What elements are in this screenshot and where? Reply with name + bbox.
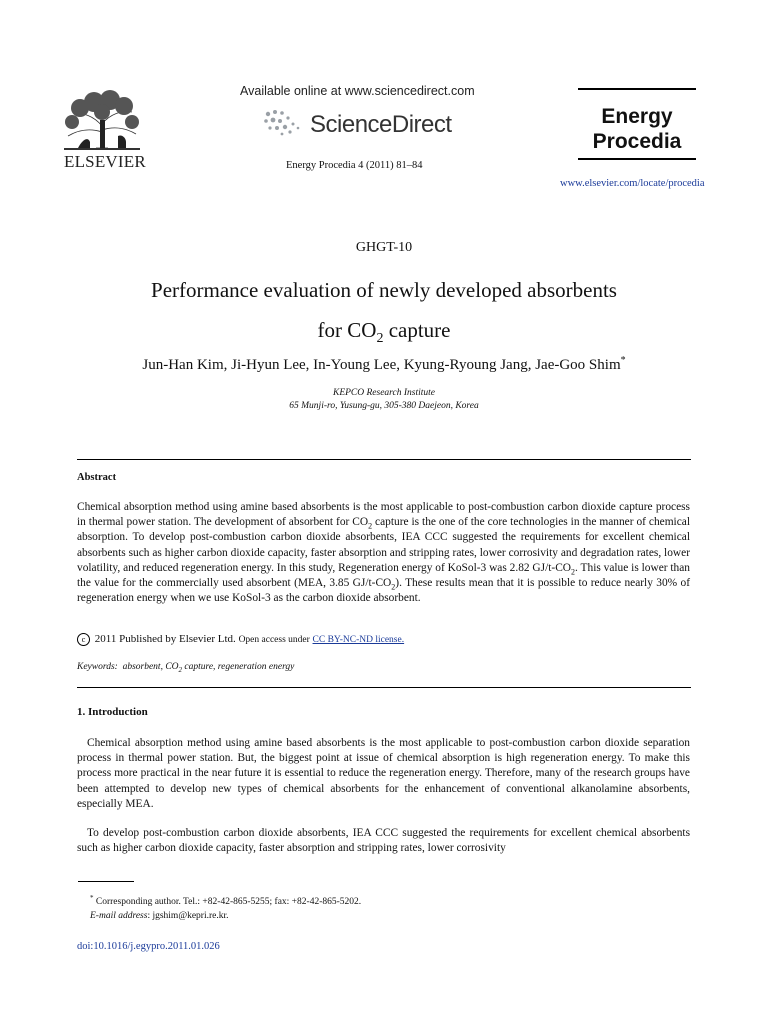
authors-text: Jun-Han Kim, Ji-Hyun Lee, In-Young Lee, Kyung-Ryoung Jang, Jae-Goo Shim <box>142 357 621 373</box>
open-access-text: Open access under <box>238 635 310 645</box>
keywords-subscript: 2 <box>178 665 183 674</box>
introduction-paragraph-1 <box>77 736 690 812</box>
copyright-icon: c <box>77 633 90 646</box>
footnote-corresponding <box>90 893 362 907</box>
doi-link[interactable]: doi:10.1016/j.egypro.2011.01.026 <box>77 941 220 952</box>
journal-url-link[interactable]: www.elsevier.com/locate/procedia <box>560 178 705 189</box>
keywords-label: Keywords: <box>77 662 118 672</box>
email-label: E-mail address <box>90 911 148 921</box>
journal-citation: Energy Procedia 4 (2011) 81–84 <box>286 160 423 171</box>
abstract-subscript: 2 <box>571 567 576 577</box>
section-heading-introduction: 1. Introduction <box>77 706 148 718</box>
journal-brand-line2: Procedia <box>592 130 682 153</box>
copyright-text: 2011 Published by Elsevier Ltd. <box>94 633 236 645</box>
abstract-top-rule <box>77 459 691 460</box>
brand-bottom-rule <box>578 158 696 160</box>
keywords-text-end: capture, regeneration energy <box>182 662 295 672</box>
abstract-text-part: capture is the one of the core technologies in the manner of chemical absorption. To develop post-combustion carbon dioxide absorbents, IEA CCC suggested the requirements for excellent chemical absorbents such as higher carbon dioxide capacity, faster absorption and stripping rates, lower corrosivity and degradation rates, lower volatility, and reduced regeneration energy. In this study, Regeneration energy of KoSol-3 was 2.82 GJ/t-CO <box>77 516 690 574</box>
affiliation-address: 65 Munji-ro, Yusung-gu, 305-380 Daejeon, Korea <box>289 401 479 411</box>
email-value: : jgshim@kepri.re.kr. <box>147 911 229 921</box>
corresponding-mark: * <box>620 355 626 366</box>
available-online-text: Available online at www.sciencedirect.com <box>240 84 475 98</box>
keywords-line <box>77 662 294 672</box>
title-text: for CO <box>317 318 377 342</box>
title-subscript: 2 <box>376 331 384 347</box>
abstract-subscript: 2 <box>391 582 396 592</box>
journal-brand <box>578 104 696 154</box>
article-title-line2 <box>0 318 768 347</box>
license-link[interactable]: CC BY-NC-ND license. <box>312 635 405 645</box>
sciencedirect-wordmark: ScienceDirect <box>310 111 452 138</box>
abstract-body <box>77 500 690 606</box>
abstract-heading: Abstract <box>77 472 117 483</box>
affiliation-institute: KEPCO Research Institute <box>332 388 436 398</box>
introduction-paragraph-2 <box>77 826 690 856</box>
conference-label: GHGT-10 <box>355 240 413 255</box>
abstract-bottom-rule <box>77 687 691 688</box>
publisher-wordmark: ELSEVIER <box>64 152 146 171</box>
keywords-text: absorbent, CO <box>117 662 179 672</box>
copyright-line <box>77 633 404 646</box>
footnote-mark: * <box>90 893 94 902</box>
brand-top-rule <box>578 88 696 90</box>
abstract-text-part: ). These results mean that it is possible to reduce nearly 30% of regeneration energy when we use KoSol-3 as the carbon dioxide absorbent. <box>77 577 690 605</box>
abstract-text-part: . This value is lower than the value for the commercially used absorbent (MEA, 3.85 GJ/t-CO <box>77 561 691 590</box>
introduction-text: Chemical absorption method using amine based absorbents is the most applicable to post-combustion carbon dioxide separation process in thermal power station. But, the biggest point at issue of chemical absorption is high regeneration energy. To make this process more practical in the near future it is essential to reduce the regeneration energy. Therefore, many of the research groups have been attempted to develop new types of chemical absorbents for the enhancement of conventional alkanolamine absorbents, especially MEA. <box>77 737 690 810</box>
footnote-rule <box>78 881 134 882</box>
sciencedirect-dots-icon <box>262 108 306 136</box>
article-title-line1: Performance evaluation of newly developed absorbents <box>151 278 617 302</box>
journal-brand-line1: Energy <box>601 105 673 128</box>
introduction-text: To develop post-combustion carbon dioxide absorbents, IEA CCC suggested the requirements for excellent chemical absorbents such as higher carbon dioxide capacity, faster absorption and stripping rates, lower corrosivity <box>77 827 690 855</box>
author-list <box>0 357 768 374</box>
abstract-subscript: 2 <box>368 521 373 531</box>
title-text-end: capture <box>383 318 451 342</box>
footnote-email <box>90 911 228 921</box>
footnote-text: Corresponding author. Tel.: +82-42-865-5255; fax: +82-42-865-5202. <box>93 897 362 907</box>
abstract-text-part: Chemical absorption method using amine based absorbents is the most applicable to post-combustion carbon dioxide capture process in thermal power station. The development of absorbent for CO <box>77 501 690 529</box>
